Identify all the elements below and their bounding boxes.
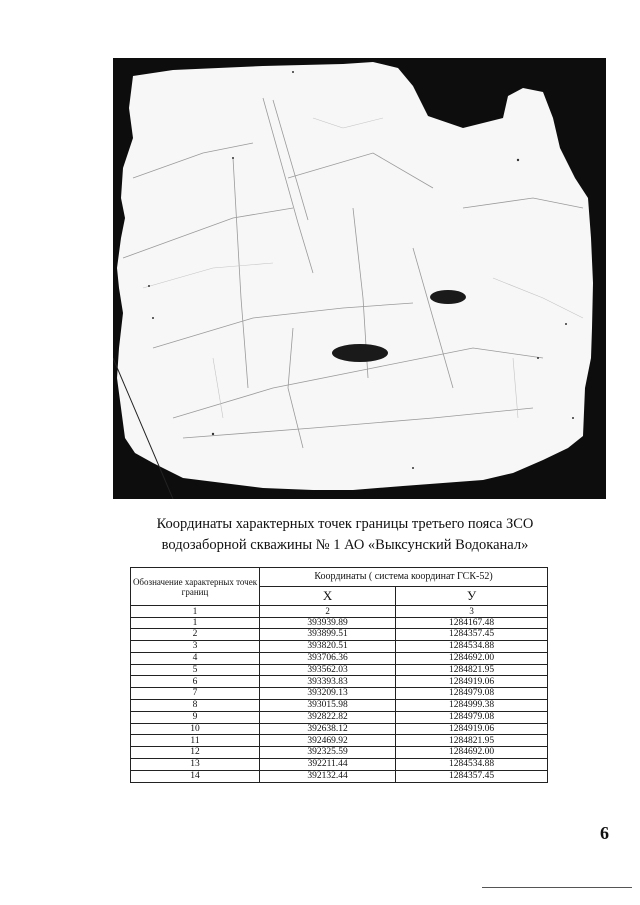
x-coordinate-cell: 393393.83	[260, 676, 396, 688]
x-coordinate-cell: 392211.44	[260, 759, 396, 771]
coordinates-table	[130, 567, 548, 783]
y-coordinate-cell: 1284692.00	[396, 747, 548, 759]
y-coordinate-cell: 1284167.48	[396, 617, 548, 629]
x-coordinate-cell: 392822.82	[260, 711, 396, 723]
footer-rule	[482, 887, 632, 888]
table-row	[131, 629, 548, 641]
y-coordinate-cell: 1284357.45	[396, 629, 548, 641]
y-coordinate-cell: 1284821.95	[396, 664, 548, 676]
y-coordinate-cell: 1284919.06	[396, 723, 548, 735]
y-coordinate-cell: 1284821.95	[396, 735, 548, 747]
point-number-cell: 12	[131, 747, 260, 759]
label-header: Обозначение характерных точек границ	[131, 568, 260, 606]
x-coordinate-cell: 393939.89	[260, 617, 396, 629]
y-header: У	[396, 587, 548, 606]
table-row	[131, 770, 548, 782]
y-coordinate-cell: 1284999.38	[396, 700, 548, 712]
map-image	[113, 58, 606, 499]
x-coordinate-cell: 393015.98	[260, 700, 396, 712]
point-number-cell: 14	[131, 770, 260, 782]
y-coordinate-cell: 1284357.45	[396, 770, 548, 782]
table-row	[131, 723, 548, 735]
table-row	[131, 676, 548, 688]
caption-line-1: Координаты характерных точек границы третьего пояса ЗСО	[156, 516, 534, 532]
table-row	[131, 700, 548, 712]
table-caption	[120, 514, 570, 556]
table-row	[131, 711, 548, 723]
column-index-row	[131, 606, 548, 618]
x-coordinate-cell: 393209.13	[260, 688, 396, 700]
table-row	[131, 735, 548, 747]
y-coordinate-cell: 1284979.08	[396, 688, 548, 700]
x-header: X	[260, 587, 396, 606]
x-coordinate-cell: 392469.92	[260, 735, 396, 747]
point-number-cell: 1	[131, 617, 260, 629]
y-coordinate-cell: 1284979.08	[396, 711, 548, 723]
y-coordinate-cell: 1284692.00	[396, 652, 548, 664]
point-number-cell: 11	[131, 735, 260, 747]
page-number: 6	[600, 823, 609, 843]
y-coordinate-cell: 1284534.88	[396, 759, 548, 771]
x-coordinate-cell: 393820.51	[260, 641, 396, 653]
col-index-3: 3	[396, 606, 548, 618]
table-row	[131, 759, 548, 771]
table-row	[131, 688, 548, 700]
col-index-2: 2	[260, 606, 396, 618]
table-row	[131, 617, 548, 629]
point-number-cell: 13	[131, 759, 260, 771]
x-coordinate-cell: 392638.12	[260, 723, 396, 735]
table-row	[131, 747, 548, 759]
point-number-cell: 2	[131, 629, 260, 641]
x-coordinate-cell: 393706.36	[260, 652, 396, 664]
coordinates-group-header: Координаты ( система координат ГСК-52)	[260, 568, 548, 587]
x-coordinate-cell: 393899.51	[260, 629, 396, 641]
caption-line-2: водозаборной скважины № 1 АО «Выксунский Водоканал»	[161, 537, 529, 553]
point-number-cell: 9	[131, 711, 260, 723]
y-coordinate-cell: 1284919.06	[396, 676, 548, 688]
point-number-cell: 6	[131, 676, 260, 688]
point-number-cell: 8	[131, 700, 260, 712]
table-row	[131, 652, 548, 664]
point-number-cell: 10	[131, 723, 260, 735]
point-number-cell: 4	[131, 652, 260, 664]
x-coordinate-cell: 393562.03	[260, 664, 396, 676]
col-index-1: 1	[131, 606, 260, 618]
y-coordinate-cell: 1284534.88	[396, 641, 548, 653]
point-number-cell: 5	[131, 664, 260, 676]
point-number-cell: 7	[131, 688, 260, 700]
point-number-cell: 3	[131, 641, 260, 653]
x-coordinate-cell: 392325.59	[260, 747, 396, 759]
table-row	[131, 641, 548, 653]
x-coordinate-cell: 392132.44	[260, 770, 396, 782]
table-row	[131, 664, 548, 676]
